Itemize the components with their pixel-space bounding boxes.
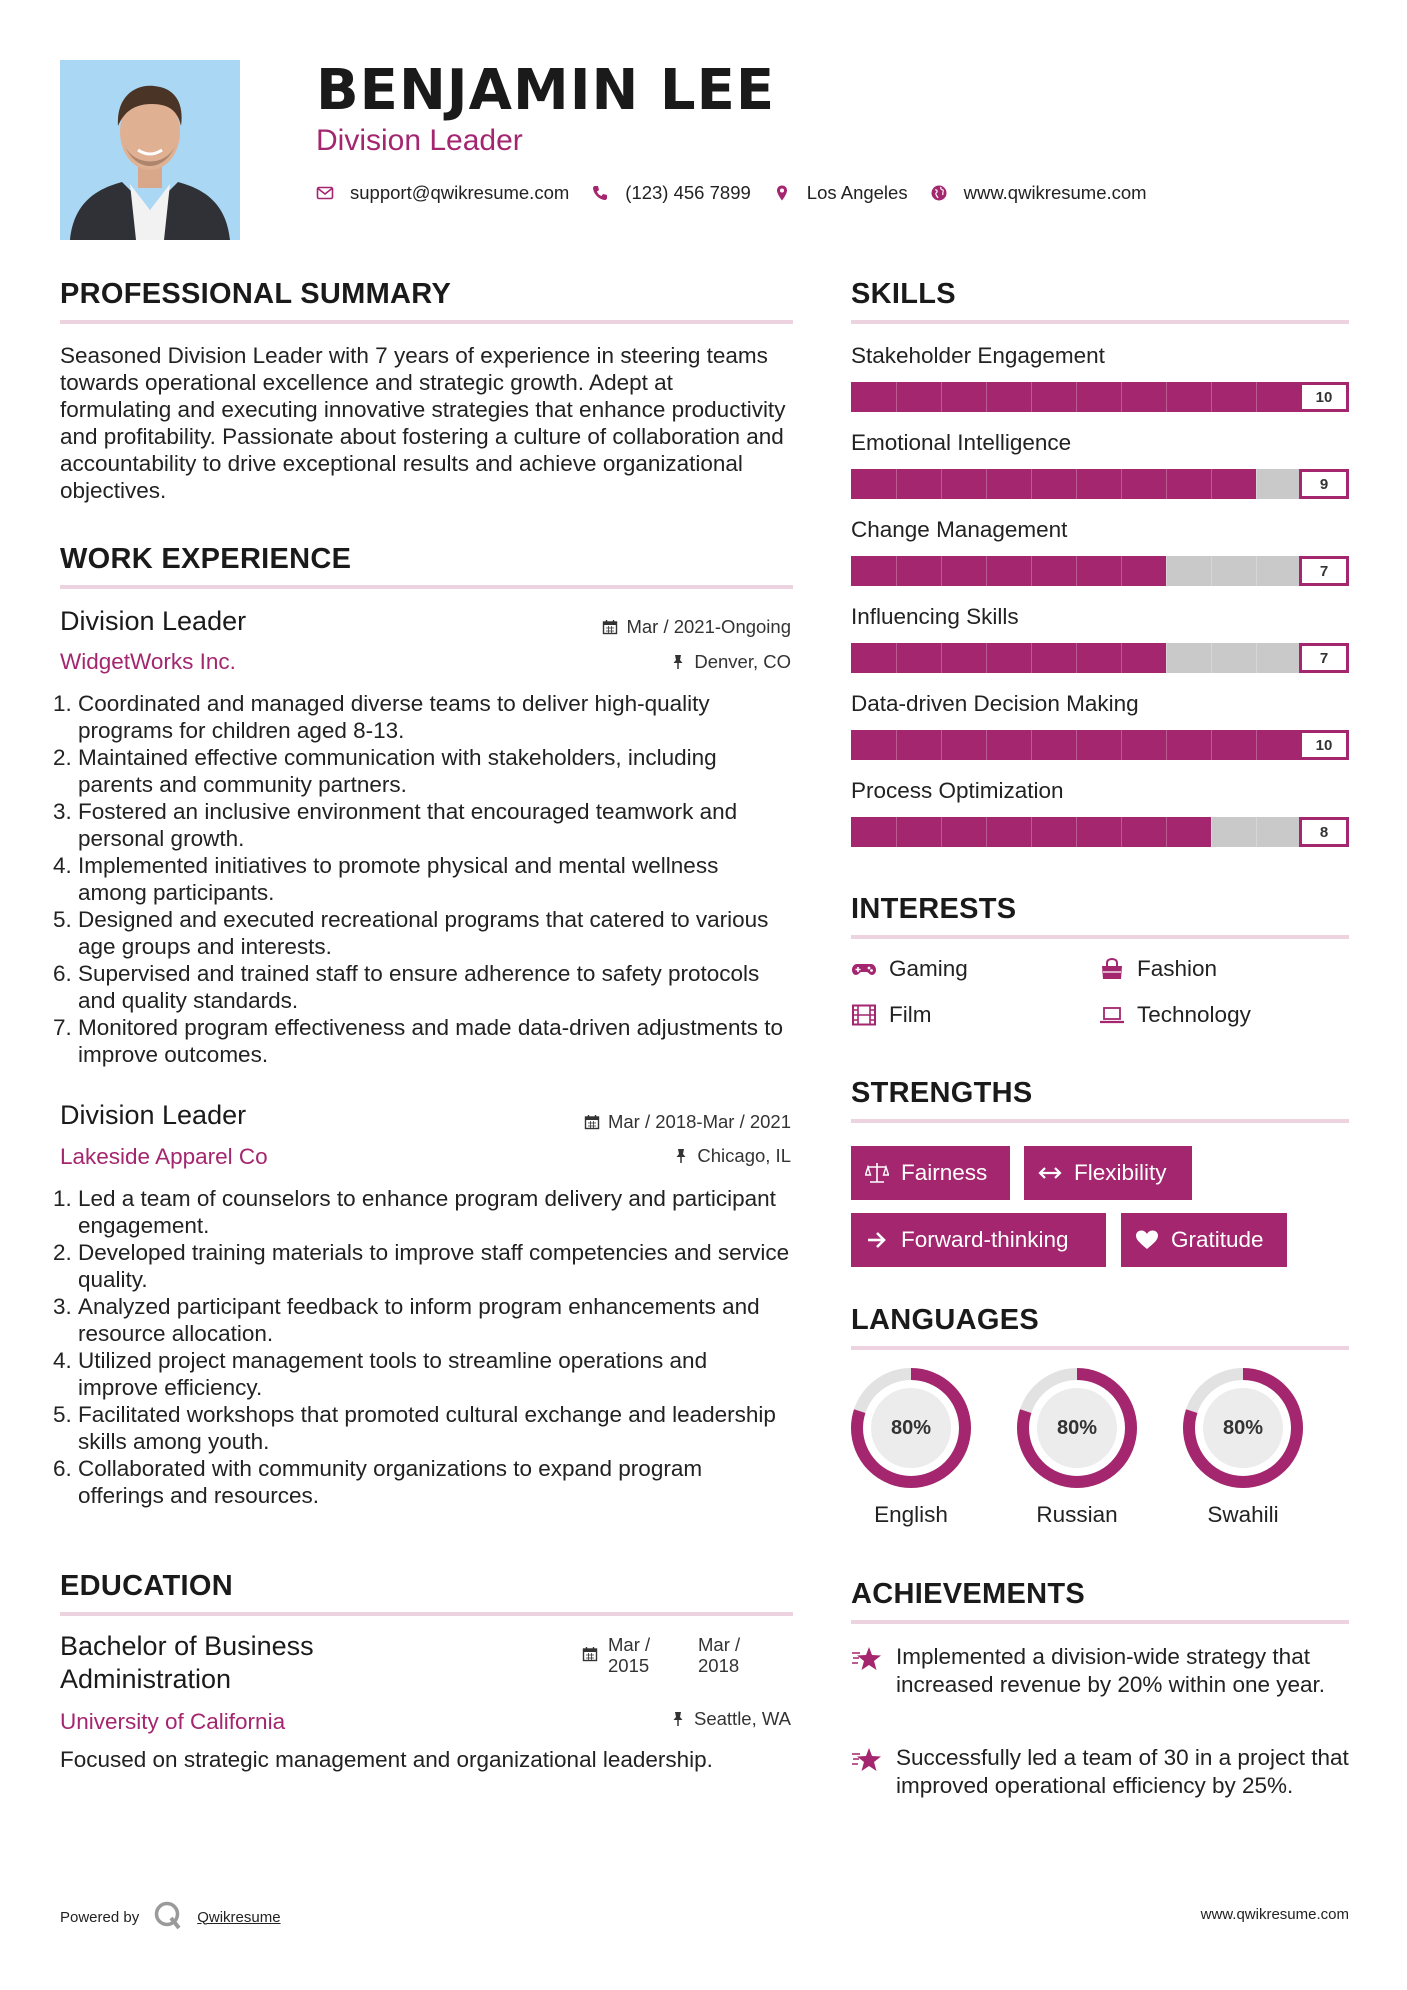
- skill-score: 7: [1299, 643, 1349, 673]
- email-text: support@qwikresume.com: [350, 182, 570, 203]
- summary-text: Seasoned Division Leader with 7 years of experience in steering teams towards operational excellence and strategic growth. Adept at formulating and executing innovative strategies that enhance productivity and profitability. Passionate about fostering a culture of collaboration and accountability to drive exceptional results and achieve organizational objectives.: [60, 343, 786, 503]
- film-icon: [851, 1004, 877, 1026]
- work-divider: [60, 585, 793, 589]
- interest-fashion: [1099, 956, 1217, 982]
- job-dates-text: Mar / 2021-Ongoing: [626, 616, 791, 637]
- job-bullets: [53, 1185, 790, 1509]
- achievement-text: Successfully led a team of 30 in a project that improved operational efficiency by 25%.: [896, 1745, 1349, 1798]
- pushpin-icon: [670, 654, 686, 670]
- company-name: WidgetWorks Inc.: [60, 649, 236, 674]
- skill-bar: [851, 643, 1349, 673]
- list-item: 3. Analyzed participant feedback to inform program enhancements and resource allocation.: [53, 1294, 760, 1346]
- education-description: Focused on strategic management and organizational leadership.: [60, 1747, 713, 1772]
- skill-segment-divider: [1121, 469, 1122, 499]
- skill-segment-divider: [896, 382, 897, 412]
- gamepad-icon: [851, 958, 877, 980]
- skill-segment-divider: [1166, 469, 1167, 499]
- list-item: 7. Monitored program effectiveness and made data-driven adjustments to improve outcomes.: [53, 1015, 783, 1067]
- skill-label: Influencing Skills: [851, 604, 1019, 629]
- skill-segment-divider: [1256, 556, 1257, 586]
- degree-title: Bachelor of Business Administration: [60, 1631, 314, 1694]
- skill-segment-divider: [1031, 817, 1032, 847]
- skill-segment-divider: [941, 382, 942, 412]
- skill-segment-divider: [1121, 730, 1122, 760]
- skill-segment-divider: [1076, 817, 1077, 847]
- job-dates: [584, 1111, 791, 1133]
- skill-segment-divider: [896, 817, 897, 847]
- skill-segment-divider: [986, 817, 987, 847]
- skill-segment-divider: [1031, 382, 1032, 412]
- skill-label: Stakeholder Engagement: [851, 343, 1105, 368]
- scale-icon: [865, 1162, 889, 1184]
- school-name: University of California: [60, 1709, 286, 1734]
- language-ring: [1181, 1366, 1305, 1490]
- list-item: 1. Led a team of counselors to enhance program delivery and participant engagement.: [53, 1186, 776, 1238]
- skill-segment-divider: [1256, 469, 1257, 499]
- skill-score: 9: [1299, 469, 1349, 499]
- shopping-bag-icon: [1099, 958, 1125, 980]
- skill-track: [851, 730, 1301, 760]
- education-location-text: Seattle, WA: [694, 1708, 791, 1729]
- skill-label: Change Management: [851, 517, 1068, 542]
- skill-segment-divider: [1256, 817, 1257, 847]
- education-dates: [582, 1634, 778, 1676]
- skill-segment-divider: [1076, 643, 1077, 673]
- skill-segment-divider: [1166, 556, 1167, 586]
- achievement-item: [851, 1744, 1351, 1800]
- skill-score: 10: [1299, 382, 1349, 412]
- skill-segment-divider: [1211, 643, 1212, 673]
- language-ring: [1015, 1366, 1139, 1490]
- job-location-text: Chicago, IL: [697, 1145, 791, 1166]
- skill-fill: [851, 469, 1256, 499]
- strengths-divider: [851, 1119, 1349, 1123]
- contact-phone[interactable]: [591, 182, 751, 204]
- star-badge-icon: [851, 1645, 883, 1673]
- achievement-text: Implemented a division-wide strategy that increased revenue by 20% within one year.: [896, 1644, 1326, 1697]
- skill-segment-divider: [1211, 817, 1212, 847]
- language-name: Swahili: [1207, 1502, 1279, 1527]
- strength-label: Flexibility: [1074, 1160, 1167, 1185]
- job-location: [673, 1145, 791, 1167]
- pushpin-icon: [670, 1711, 686, 1727]
- work-heading: WORK EXPERIENCE: [60, 543, 352, 575]
- skill-bar: [851, 730, 1349, 760]
- skill-segment-divider: [941, 556, 942, 586]
- job-dates: [602, 616, 791, 638]
- company-name: Lakeside Apparel Co: [60, 1144, 268, 1169]
- skill-segment-divider: [896, 556, 897, 586]
- summary-divider: [60, 320, 793, 324]
- skill-score: 10: [1299, 730, 1349, 760]
- skill-segment-divider: [1166, 382, 1167, 412]
- laptop-icon: [1099, 1004, 1125, 1026]
- job-location: [670, 651, 791, 673]
- skill-segment-divider: [1166, 643, 1167, 673]
- education-divider: [60, 1612, 793, 1616]
- skill-track: [851, 382, 1301, 412]
- skill-bar: [851, 469, 1349, 499]
- skill-segment-divider: [1076, 730, 1077, 760]
- language-name: Russian: [1036, 1502, 1118, 1527]
- heart-icon: [1135, 1229, 1159, 1251]
- skill-label: Data-driven Decision Making: [851, 691, 1139, 716]
- list-item: 2. Developed training materials to improve staff competencies and service quality.: [53, 1240, 790, 1292]
- skills-divider: [851, 320, 1349, 324]
- skill-fill: [851, 556, 1166, 586]
- envelope-icon: [316, 184, 334, 202]
- skill-segment-divider: [1256, 643, 1257, 673]
- skill-segment-divider: [1031, 556, 1032, 586]
- location-text: Los Angeles: [806, 182, 908, 203]
- pushpin-icon: [673, 1148, 689, 1164]
- interest-label: Technology: [1137, 1002, 1251, 1027]
- interest-label: Fashion: [1137, 956, 1218, 981]
- skill-segment-divider: [941, 730, 942, 760]
- star-badge-icon: [851, 1746, 883, 1774]
- list-item: 4. Utilized project management tools to streamline operations and improve efficiency.: [53, 1348, 708, 1400]
- interest-label: Gaming: [889, 956, 968, 981]
- skill-segment-divider: [896, 730, 897, 760]
- skill-label: Process Optimization: [851, 778, 1064, 803]
- skill-segment-divider: [1031, 643, 1032, 673]
- education-end-date: Mar / 2018: [698, 1634, 741, 1676]
- job-dates-text: Mar / 2018-Mar / 2021: [607, 1111, 791, 1132]
- skill-segment-divider: [1121, 556, 1122, 586]
- skill-segment-divider: [986, 730, 987, 760]
- strength-badge: [851, 1213, 1106, 1267]
- list-item: 4. Implemented initiatives to promote physical and mental wellness among participants.: [53, 853, 719, 905]
- skill-segment-divider: [1256, 382, 1257, 412]
- job-title: Division Leader: [60, 606, 247, 636]
- education-location: [670, 1708, 791, 1730]
- strength-label: Gratitude: [1171, 1227, 1264, 1252]
- skill-segment-divider: [1211, 556, 1212, 586]
- skill-score: 8: [1299, 817, 1349, 847]
- skill-segment-divider: [1211, 469, 1212, 499]
- language-ring: [849, 1366, 973, 1490]
- education-heading: EDUCATION: [60, 1570, 233, 1602]
- skill-track: [851, 556, 1301, 586]
- skill-label: Emotional Intelligence: [851, 430, 1072, 455]
- interests-divider: [851, 935, 1349, 939]
- strength-label: Fairness: [901, 1160, 988, 1185]
- calendar-icon: [582, 1634, 598, 1676]
- skill-segment-divider: [896, 643, 897, 673]
- interest-film: [851, 1002, 931, 1028]
- list-item: 2. Maintained effective communication with stakeholders, including parents and community partners.: [53, 745, 717, 797]
- skill-segment-divider: [986, 382, 987, 412]
- contact-location: [773, 182, 908, 204]
- phone-icon: [591, 184, 609, 202]
- language-percent: 80%: [890, 1416, 932, 1439]
- skill-bar: [851, 556, 1349, 586]
- skill-bar: [851, 382, 1349, 412]
- skill-segment-divider: [1211, 382, 1212, 412]
- calendar-icon: [602, 619, 618, 635]
- skill-segment-divider: [941, 643, 942, 673]
- language-name: English: [874, 1502, 948, 1527]
- skill-segment-divider: [1166, 730, 1167, 760]
- language-percent: 80%: [1056, 1416, 1098, 1439]
- interest-technology: [1099, 1002, 1251, 1028]
- list-item: 6. Supervised and trained staff to ensure adherence to safety protocols and quality standards.: [53, 961, 760, 1013]
- language-percent: 80%: [1222, 1416, 1264, 1439]
- skill-segment-divider: [1031, 469, 1032, 499]
- interest-label: Film: [889, 1002, 932, 1027]
- candidate-name: BENJAMIN LEE: [316, 58, 776, 123]
- contact-website[interactable]: [930, 182, 1147, 204]
- job-title: Division Leader: [60, 1100, 247, 1130]
- skill-segment-divider: [1031, 730, 1032, 760]
- footer-powered-by: [60, 1900, 281, 1934]
- skill-segment-divider: [1076, 469, 1077, 499]
- languages-divider: [851, 1346, 1349, 1350]
- job-bullets: [53, 690, 790, 1068]
- strength-badge: [851, 1146, 1010, 1200]
- contact-email[interactable]: [316, 182, 569, 204]
- education-start-date: Mar / 2015: [608, 1634, 651, 1676]
- skill-segment-divider: [1076, 556, 1077, 586]
- list-item: 5. Facilitated workshops that promoted cultural exchange and leadership skills among youth.: [53, 1402, 776, 1454]
- profile-photo: [60, 60, 240, 240]
- skill-track: [851, 817, 1301, 847]
- list-item: 1. Coordinated and managed diverse teams to deliver high-quality programs for children aged 8-13.: [53, 691, 710, 743]
- skills-heading: SKILLS: [851, 278, 956, 310]
- website-text: www.qwikresume.com: [963, 182, 1147, 203]
- skill-segment-divider: [941, 817, 942, 847]
- strength-badge: [1121, 1213, 1287, 1267]
- arrow-right-icon: [865, 1229, 889, 1251]
- skill-score: 7: [1299, 556, 1349, 586]
- skill-segment-divider: [986, 643, 987, 673]
- skill-segment-divider: [1211, 730, 1212, 760]
- list-item: 3. Fostered an inclusive environment that encouraged teamwork and personal growth.: [53, 799, 738, 851]
- skill-fill: [851, 643, 1166, 673]
- summary-heading: PROFESSIONAL SUMMARY: [60, 278, 452, 310]
- phone-text: (123) 456 7899: [625, 182, 751, 203]
- list-item: 5. Designed and executed recreational programs that catered to various age groups and interests.: [53, 907, 769, 959]
- strength-badge: [1024, 1146, 1192, 1200]
- skill-bar: [851, 817, 1349, 847]
- qwikresume-logo-icon: [153, 1900, 183, 1934]
- calendar-icon: [584, 1114, 600, 1130]
- list-item: 6. Collaborated with community organizations to expand program offerings and resources.: [53, 1456, 703, 1508]
- footer-website[interactable]: www.qwikresume.com: [1200, 1906, 1349, 1923]
- interest-gaming: [851, 956, 968, 982]
- strengths-heading: STRENGTHS: [851, 1077, 1033, 1109]
- skill-segment-divider: [941, 469, 942, 499]
- skill-segment-divider: [986, 469, 987, 499]
- strength-label: Forward-thinking: [901, 1227, 1069, 1252]
- arrows-horizontal-icon: [1038, 1162, 1062, 1184]
- skill-segment-divider: [1121, 643, 1122, 673]
- skill-segment-divider: [1121, 382, 1122, 412]
- skill-track: [851, 643, 1301, 673]
- skill-segment-divider: [986, 556, 987, 586]
- skill-segment-divider: [1256, 730, 1257, 760]
- map-pin-icon: [773, 184, 791, 202]
- globe-icon: [930, 184, 948, 202]
- achievements-divider: [851, 1620, 1349, 1624]
- skill-segment-divider: [1121, 817, 1122, 847]
- interests-heading: INTERESTS: [851, 893, 1017, 925]
- job-location-text: Denver, CO: [694, 651, 791, 672]
- achievements-heading: ACHIEVEMENTS: [851, 1578, 1086, 1610]
- skill-track: [851, 469, 1301, 499]
- powered-by-text: Powered by: [60, 1908, 140, 1926]
- skill-segment-divider: [1076, 382, 1077, 412]
- achievement-item: [851, 1643, 1351, 1699]
- languages-heading: LANGUAGES: [851, 1304, 1039, 1336]
- candidate-role: Division Leader: [316, 124, 523, 157]
- contact-bar: [316, 178, 1147, 208]
- skill-segment-divider: [896, 469, 897, 499]
- qwikresume-link[interactable]: Qwikresume: [197, 1908, 281, 1926]
- skill-segment-divider: [1166, 817, 1167, 847]
